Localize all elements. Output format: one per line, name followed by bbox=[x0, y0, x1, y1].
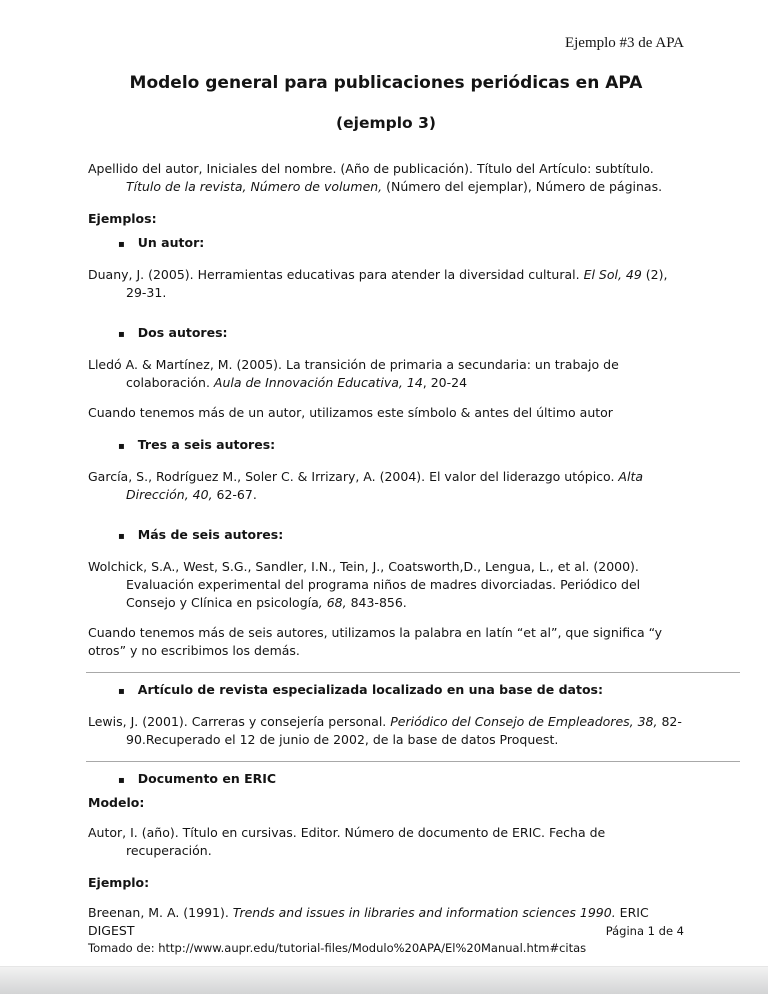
bullet-dos-autores bbox=[118, 324, 684, 344]
bullet-tres-a-seis bbox=[118, 436, 684, 456]
note-ampersand: Cuando tenemos más de un autor, utilizamos este símbolo & antes del último autor bbox=[88, 405, 613, 420]
citation-lewis-post: 82-90.Recuperado el 12 de junio de 2002, de la base de datos Proquest. bbox=[126, 714, 682, 747]
ejemplos-heading: Ejemplos: bbox=[88, 211, 157, 226]
square-bullet-icon: ▪ bbox=[118, 775, 125, 786]
bullet-label-tres-a-seis: Tres a seis autores: bbox=[137, 437, 276, 452]
apa-general-model-paragraph bbox=[88, 160, 684, 196]
square-bullet-icon: ▪ bbox=[118, 686, 125, 697]
citation-lewis-italic: Periódico del Consejo de Empleadores, 38, bbox=[390, 714, 662, 729]
bullet-label-mas-de-seis: Más de seis autores: bbox=[137, 527, 284, 542]
header-label: Ejemplo #3 de APA bbox=[564, 35, 684, 51]
citation-breenan-italic: Trends and issues in libraries and information sciences 1990. bbox=[232, 905, 620, 920]
citation-lledo-post: , 20-24 bbox=[422, 375, 468, 390]
citation-wolchick-pre: Wolchick, S.A., West, S.G., Sandler, I.N., Tein, J., Coatsworth,D., Lengua, L., et al. (2000). Evaluación experimental del programa niños de madres divorciadas. Periódico del Consejo y Clínica en psicología bbox=[88, 559, 641, 610]
citation-breenan bbox=[88, 904, 684, 940]
citation-breenan-pre: Breenan, M. A. (1991). bbox=[88, 905, 233, 920]
citation-lledo bbox=[88, 356, 684, 392]
section-divider bbox=[86, 672, 740, 673]
bullet-label-documento-eric: Documento en ERIC bbox=[137, 771, 277, 786]
bullet-documento-eric bbox=[118, 770, 684, 790]
citation-lewis bbox=[88, 713, 684, 749]
citation-garcia bbox=[88, 468, 684, 504]
bullet-label-un-autor: Un autor: bbox=[137, 235, 205, 250]
square-bullet-icon: ▪ bbox=[118, 239, 125, 250]
model-text-pre: Apellido del autor, Iniciales del nombre. (Año de publicación). Título del Artículo: subtítulo. bbox=[88, 161, 654, 176]
citation-duany-pre: Duany, J. (2005). Herramientas educativas para atender la diversidad cultural. bbox=[88, 267, 584, 282]
bullet-label-base-datos: Artículo de revista especializada localizado en una base de datos: bbox=[137, 682, 603, 697]
citation-garcia-italic: Alta Dirección, 40, bbox=[126, 469, 644, 502]
citation-wolchick bbox=[88, 558, 684, 612]
bullet-un-autor bbox=[118, 234, 684, 254]
citation-duany bbox=[88, 266, 684, 302]
source-url-text: Tomado de: http://www.aupr.edu/tutorial-files/Modulo%20APA/El%20Manual.htm#citas bbox=[88, 941, 587, 955]
square-bullet-icon: ▪ bbox=[118, 441, 125, 452]
citation-garcia-pre: García, S., Rodríguez M., Soler C. & Irrizary, A. (2004). El valor del liderazgo utópico. bbox=[88, 469, 619, 484]
ejemplo-heading: Ejemplo: bbox=[88, 875, 150, 890]
citation-duany-post: (2), 29-31. bbox=[126, 267, 668, 300]
viewer-bottom-strip bbox=[0, 966, 768, 994]
square-bullet-icon: ▪ bbox=[118, 329, 125, 340]
citation-lledo-italic: Aula de Innovación Educativa, 14 bbox=[213, 375, 423, 390]
page-number: Página 1 de 4 bbox=[605, 924, 684, 938]
citation-garcia-post: 62-67. bbox=[216, 487, 257, 502]
bullet-base-datos bbox=[118, 681, 684, 701]
citation-wolchick-post: 843-856. bbox=[350, 595, 407, 610]
citation-breenan-post: ERIC DIGEST bbox=[88, 905, 649, 938]
citation-lewis-pre: Lewis, J. (2001). Carreras y consejería personal. bbox=[88, 714, 391, 729]
citation-wolchick-italic: , 68, bbox=[318, 595, 351, 610]
citation-lledo-pre: Lledó A. & Martínez, M. (2005). La transición de primaria a secundaria: un trabajo de colaboración. bbox=[88, 357, 619, 390]
bullet-label-dos-autores: Dos autores: bbox=[137, 325, 228, 340]
citation-duany-italic: El Sol, 49 bbox=[583, 267, 646, 282]
modelo-heading: Modelo: bbox=[88, 795, 145, 810]
model-text-post: (Número del ejemplar), Número de páginas. bbox=[386, 179, 663, 194]
section-divider bbox=[86, 761, 740, 762]
note-et-al: Cuando tenemos más de seis autores, utilizamos la palabra en latín “et al”, que significa “y otros” y no escribimos los demás. bbox=[88, 625, 663, 658]
page-title: Modelo general para publicaciones periódicas en APA bbox=[129, 73, 643, 93]
bullet-mas-de-seis bbox=[118, 526, 684, 546]
square-bullet-icon: ▪ bbox=[118, 531, 125, 542]
page-subtitle: (ejemplo 3) bbox=[336, 114, 436, 132]
eric-model-paragraph: Autor, I. (año). Título en cursivas. Editor. Número de documento de ERIC. Fecha de recuperación. bbox=[88, 825, 606, 858]
model-text-italic: Título de la revista, Número de volumen, bbox=[126, 179, 387, 194]
